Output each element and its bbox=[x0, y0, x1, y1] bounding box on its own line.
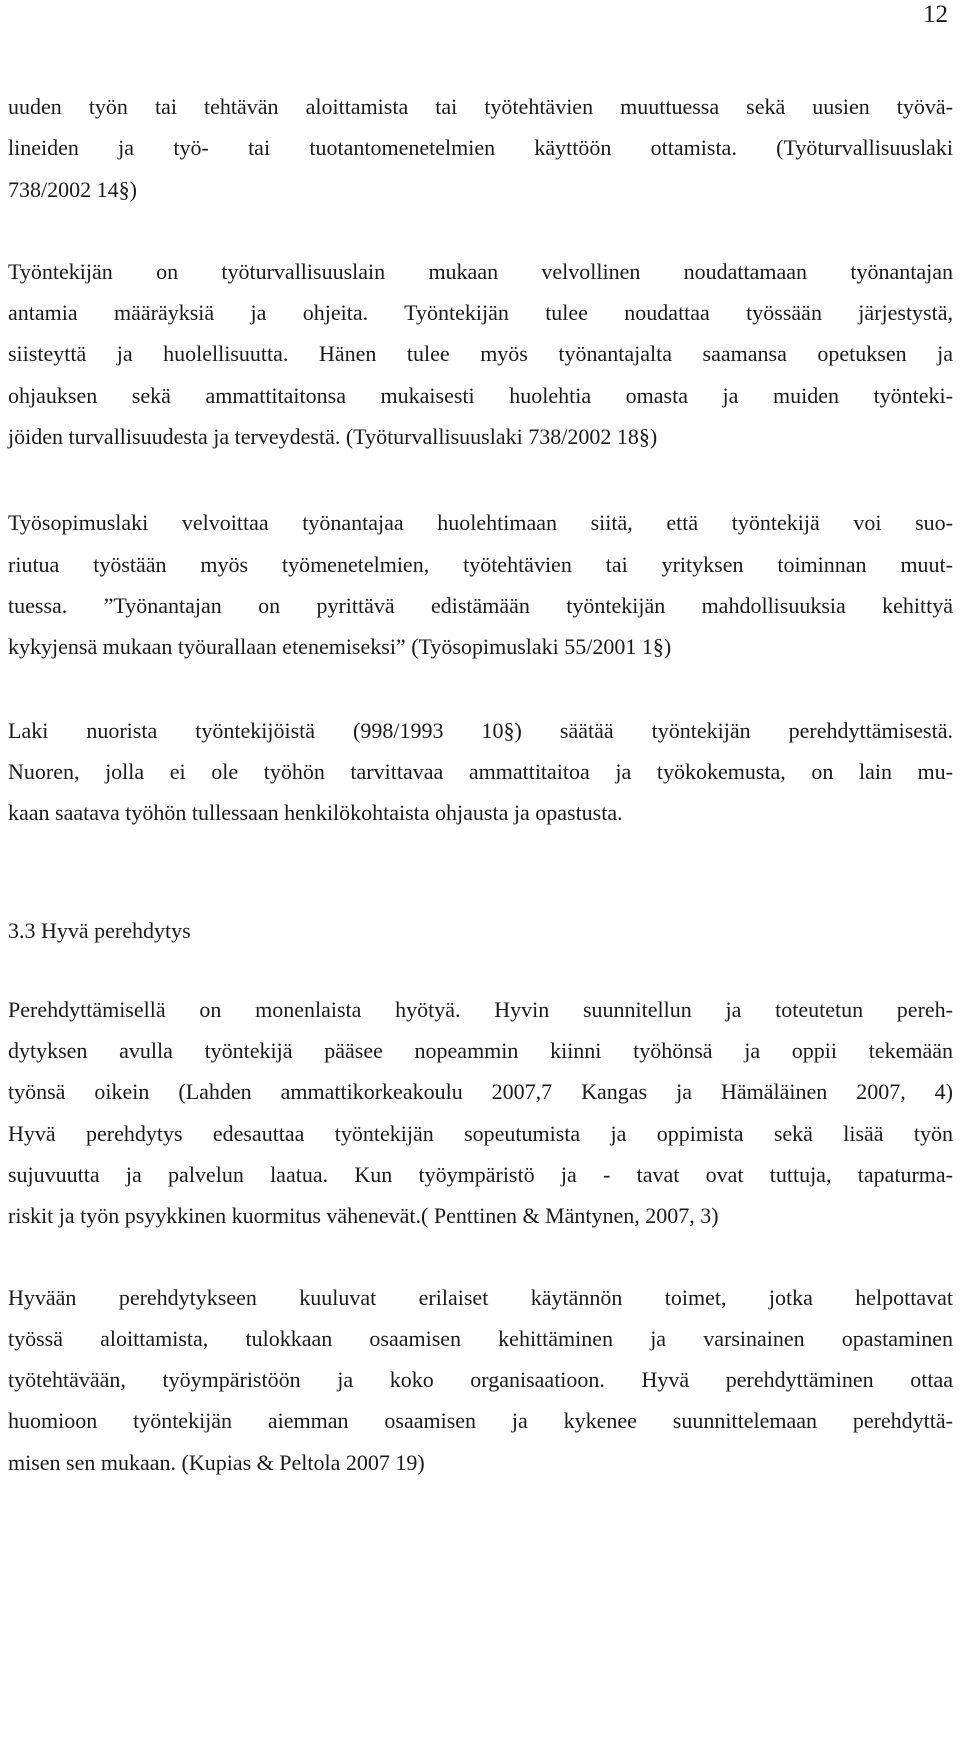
text-line: Perehdyttämisellä on monenlaista hyötyä. Hyvin suunnitellun ja toteutetun pereh- bbox=[8, 996, 953, 1022]
text-line: riutua työstään myös työmenetelmien, työtehtävien tai yrityksen toiminnan muut- bbox=[8, 551, 953, 577]
paragraph-good-orientation bbox=[8, 1277, 953, 1483]
text-line: riskit ja työn psyykkinen kuormitus vähenevät.( Penttinen & Mäntynen, 2007, 3) bbox=[8, 1203, 719, 1229]
section-heading: 3.3 Hyvä perehdytys bbox=[8, 918, 191, 944]
paragraph-employment-contract bbox=[8, 502, 953, 667]
document-body bbox=[8, 86, 953, 1483]
text-line: 738/2002 14§) bbox=[8, 176, 137, 202]
text-line: uuden työn tai tehtävän aloittamista tai työtehtävien muuttuessa sekä uusien työvä- bbox=[8, 94, 953, 119]
text-line: sujuvuutta ja palvelun laatua. Kun työympäristö ja - tavat ovat tuttuja, tapaturma- bbox=[8, 1161, 953, 1187]
text-line: ohjauksen sekä ammattitaitonsa mukaisesti huolehtia omasta ja muiden työnteki- bbox=[8, 382, 953, 408]
text-line: antamia määräyksiä ja ohjeita. Työntekijän tulee noudattaa työssään järjestystä, bbox=[8, 300, 953, 326]
paragraph-orientation-benefits bbox=[8, 989, 953, 1237]
text-line: työtehtävään, työympäristöön ja koko organisaatioon. Hyvä perehdyttäminen ottaa bbox=[8, 1367, 953, 1393]
text-line: kaan saatava työhön tullessaan henkilökohtaista ohjausta ja opastusta. bbox=[8, 800, 623, 826]
paragraph-safety-training bbox=[8, 86, 953, 210]
text-line: työssä aloittamista, tulokkaan osaamisen kehittäminen ja varsinainen opastaminen bbox=[8, 1325, 953, 1351]
page-number: 12 bbox=[923, 1, 948, 28]
text-line: huomioon työntekijän aiemman osaamisen ja kykenee suunnittelemaan perehdyttä- bbox=[8, 1408, 953, 1434]
paragraph-employee-duties bbox=[8, 251, 953, 457]
text-line: kykyjensä mukaan työurallaan etenemiseksi” (Työsopimuslaki 55/2001 1§) bbox=[8, 634, 672, 660]
text-line: dytyksen avulla työntekijä pääsee nopeammin kiinni työhönsä ja oppii tekemään bbox=[8, 1038, 953, 1064]
paragraph-young-workers bbox=[8, 710, 953, 834]
text-line: Hyvä perehdytys edesauttaa työntekijän sopeutumista ja oppimista sekä lisää työn bbox=[8, 1120, 953, 1146]
text-line: lineiden ja työ- tai tuotantomenetelmien käyttöön ottamista. (Työturvallisuuslaki bbox=[8, 135, 953, 161]
text-line: jöiden turvallisuudesta ja terveydestä. (Työturvallisuuslaki 738/2002 18§) bbox=[8, 424, 658, 450]
text-line: Nuoren, jolla ei ole työhön tarvittavaa ammattitaitoa ja työkokemusta, on lain mu- bbox=[8, 758, 953, 784]
text-line: Hyvään perehdytykseen kuuluvat erilaiset käytännön toimet, jotka helpottavat bbox=[8, 1284, 953, 1310]
text-line: Työsopimuslaki velvoittaa työnantajaa huolehtimaan siitä, että työntekijä voi suo- bbox=[8, 510, 953, 536]
text-line: misen sen mukaan. (Kupias & Peltola 2007 19) bbox=[8, 1449, 425, 1475]
text-line: Työntekijän on työturvallisuuslain mukaan velvollinen noudattamaan työnantajan bbox=[8, 258, 953, 284]
text-line: siisteyttä ja huolellisuutta. Hänen tulee myös työnantajalta saamansa opetuksen ja bbox=[8, 341, 953, 367]
text-line: Laki nuorista työntekijöistä (998/1993 10§) säätää työntekijän perehdyttämisestä. bbox=[8, 717, 953, 743]
text-line: työnsä oikein (Lahden ammattikorkeakoulu 2007,7 Kangas ja Hämäläinen 2007, 4) bbox=[8, 1079, 953, 1105]
text-line: tuessa. ”Työnantajan on pyrittävä edistämään työntekijän mahdollisuuksia kehittyä bbox=[8, 592, 953, 618]
